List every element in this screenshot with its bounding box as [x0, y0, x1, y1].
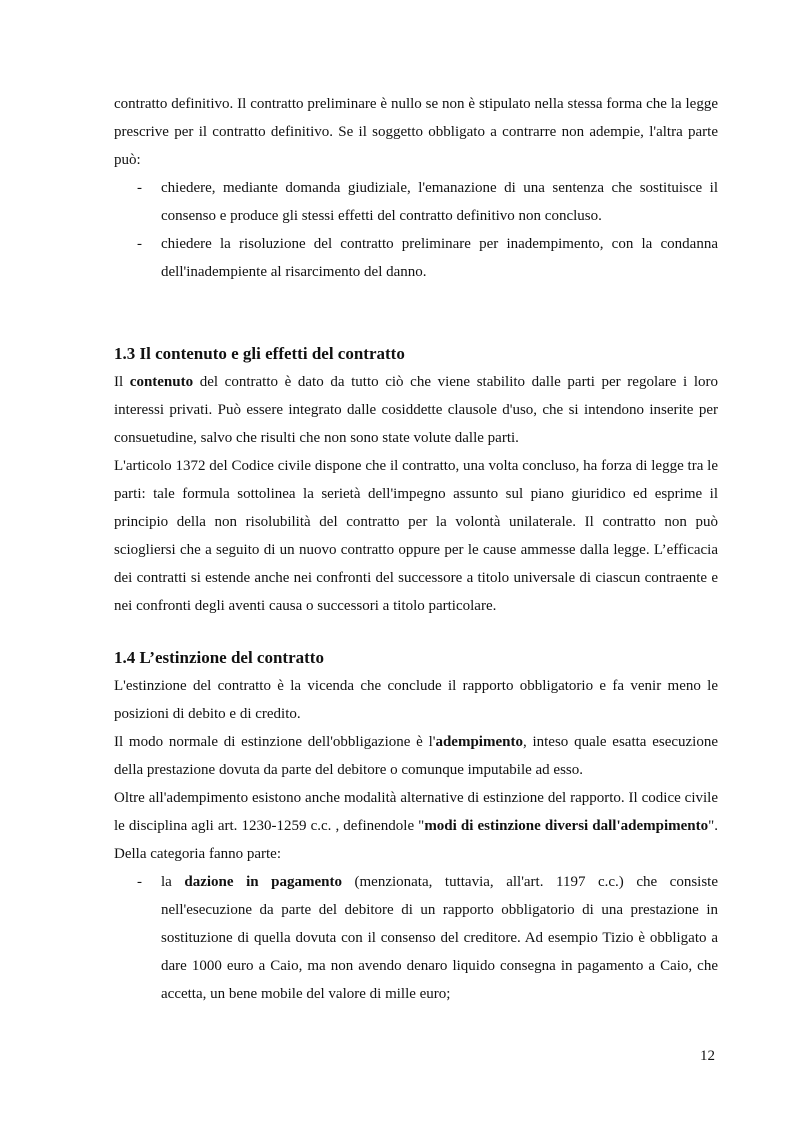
- estinzione-bullet-list: [114, 868, 718, 1008]
- paragraph: [114, 728, 718, 784]
- text-run: ". Della categoria fanno parte:: [114, 818, 718, 862]
- text-run: Oltre all'adempimento esistono anche modalità alternative di estinzione del rapporto. Il codice civile le disciplina agli art. 1230-1259 c.c. , definendole ": [114, 790, 718, 834]
- intro-bullet-list: [114, 174, 718, 286]
- paragraph: L'estinzione del contratto è la vicenda che conclude il rapporto obbligatorio e fa venir meno le posizioni di debito e di credito.: [114, 678, 718, 722]
- section-heading-1-3: 1.3 Il contenuto e gli effetti del contratto: [114, 344, 405, 363]
- list-item: [114, 230, 718, 286]
- page-number: 12: [700, 1048, 715, 1064]
- bold-term-dazione: dazione in pagamento: [184, 874, 342, 890]
- paragraph: [114, 368, 718, 452]
- bullet-dash: -: [137, 874, 142, 890]
- document-page: [114, 90, 718, 1008]
- bold-term-adempimento: adempimento: [435, 734, 523, 750]
- text-run: del contratto è dato da tutto ciò che viene stabilito dalle parti per regolare i loro interessi privati. Può essere integrato dalle cosiddette clausole d'uso, che si intendono inserite per consuetudine, salvo che risulti che non sono state volute dalle parti.: [114, 374, 718, 446]
- text-run: la: [161, 874, 185, 890]
- list-item: [114, 868, 718, 1008]
- text-run: Il modo normale di estinzione dell'obbligazione è l': [114, 734, 436, 750]
- paragraph: [114, 784, 718, 868]
- bold-term-modi-estinzione: modi di estinzione diversi dall'adempimento: [424, 818, 709, 834]
- bullet-text: chiedere la risoluzione del contratto preliminare per inadempimento, con la condanna dell'inadempiente al risarcimento del danno.: [161, 236, 718, 280]
- paragraph: L'articolo 1372 del Codice civile dispone che il contratto, una volta concluso, ha forza di legge tra le parti: tale formula sottolinea la serietà dell'impegno assunto sul piano giuridico ed esprime il principio della non risolubilità del contratto per la volontà unilaterale. Il contratto non può sciogliersi che a seguito di un nuovo contratto oppure per le cause ammesse dalla legge. L’efficacia dei contratti si estende anche nei confronti del successore a titolo universale di ciascun contraente e nei confronti degli aventi causa o successori a titolo particolare.: [114, 458, 718, 614]
- intro-paragraph: contratto definitivo. Il contratto preliminare è nullo se non è stipulato nella stessa forma che la legge prescrive per il contratto definitivo. Se il soggetto obbligato a contrarre non adempie, l'altra parte può:: [114, 96, 718, 168]
- spacer: [114, 286, 718, 340]
- bullet-dash: -: [137, 180, 142, 196]
- text-run: Il: [114, 374, 130, 390]
- list-item: [114, 174, 718, 230]
- spacer: [114, 620, 718, 644]
- bullet-text: chiedere, mediante domanda giudiziale, l'emanazione di una sentenza che sostituisce il consenso e produce gli stessi effetti del contratto definitivo non concluso.: [161, 180, 718, 224]
- section-heading-1-4: 1.4 L’estinzione del contratto: [114, 648, 324, 667]
- bullet-dash: -: [137, 236, 142, 252]
- text-run: , inteso quale esatta esecuzione della prestazione dovuta da parte del debitore o comunque imputabile ad esso.: [114, 734, 718, 778]
- bold-term-contenuto: contenuto: [129, 374, 194, 390]
- text-run: (menzionata, tuttavia, all'art. 1197 c.c.) che consiste nell'esecuzione da parte del debitore di un rapporto obbligatorio di una prestazione in sostituzione di quella dovuta con il consenso del creditore. Ad esempio Tizio è obbligato a dare 1000 euro a Caio, ma non avendo denaro liquido consegna in pagamento a Caio, che accetta, un bene mobile del valore di mille euro;: [161, 874, 719, 1002]
